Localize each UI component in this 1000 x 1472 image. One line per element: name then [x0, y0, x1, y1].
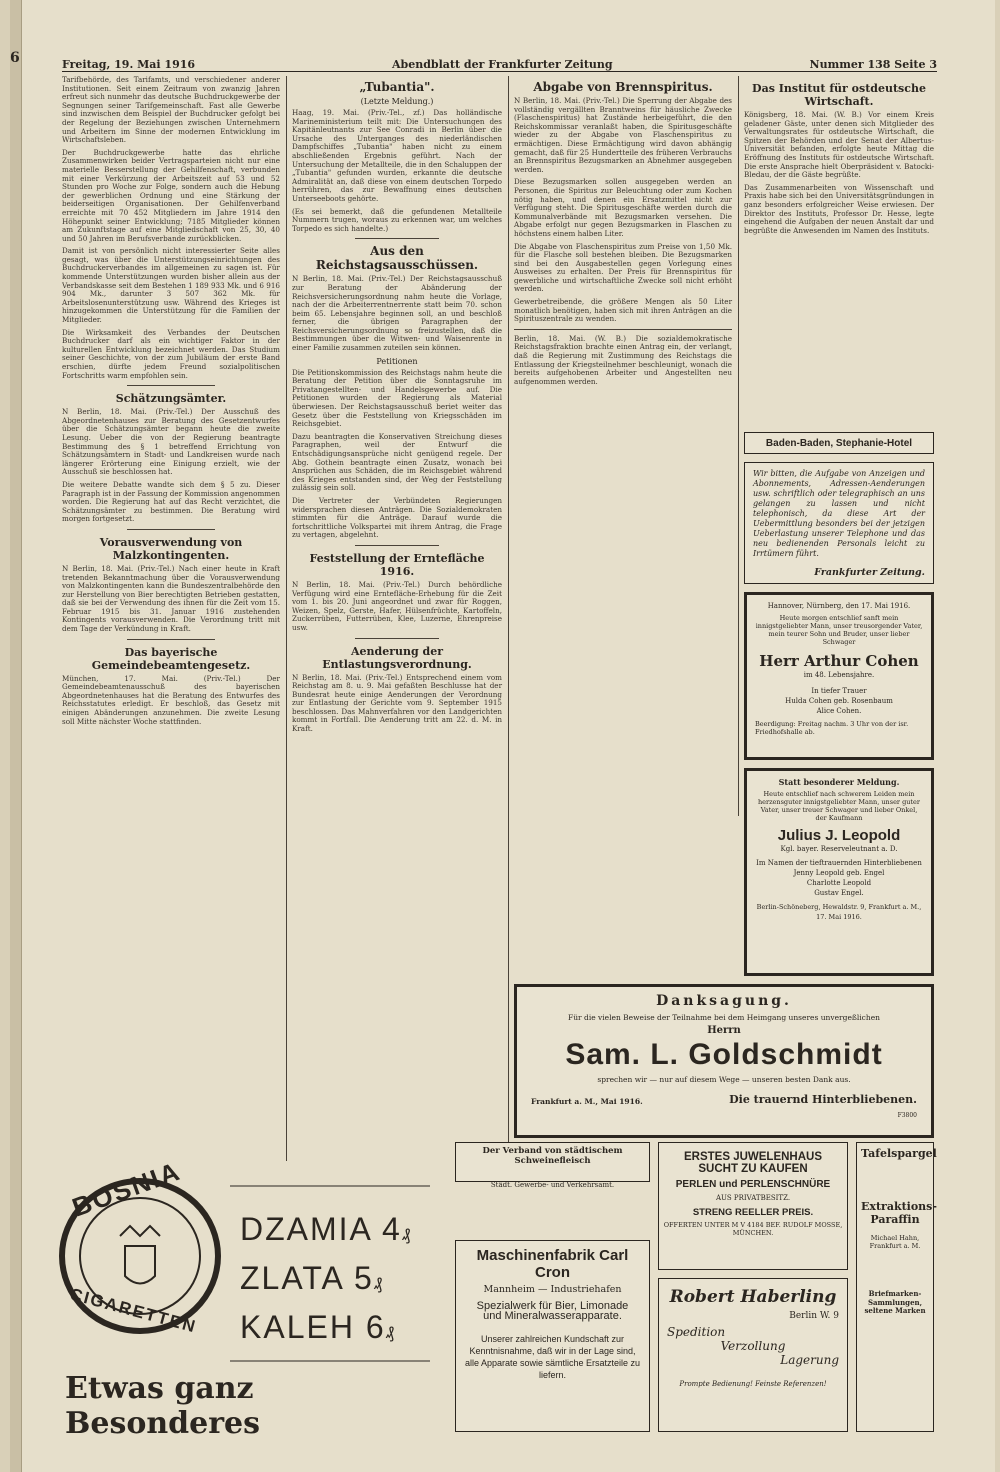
column-3 [514, 76, 732, 816]
article-text: Die Vertreter der Verbündeten Regierungen widersprachen diesen Anträgen. Die Sozialdemokraten stimmten für die Anträge. Darauf wurde die fortschrittliche Volkspartei mit ihrem Antrag, die Frage zu vertagen, abgelehnt. [292, 495, 502, 540]
bosnia-brand-sub: CIGARETTEN [67, 1284, 199, 1337]
cohen-funeral: Beerdigung: Freitag nachm. 3 Uhr von der isr. Friedhofshalle ab. [755, 720, 909, 736]
schwein-line1: Der Verband von städtischem Schweinefleisch [482, 1146, 623, 1166]
cron-city: Mannheim — Industriehafen [483, 1284, 622, 1295]
article-text: (Es sei bemerkt, daß die gefundenen Metallteile Nummern trugen, woraus zu erkennen war, um welches Torpedo es sich handelte.) [292, 206, 502, 233]
bosnia-slogan: Etwas ganz Besonderes [65, 1371, 260, 1441]
headline-entlastung: Aenderung der Entlastungsverordnung. [322, 644, 472, 671]
cohen-fam2: Alice Cohen. [816, 707, 862, 715]
article-text: Berlin, 18. Mai. (W. B.) Die sozialdemokratische Reichstagsfraktion brachte einen Antrag ein, der verlangt, daß die Regierung mit Zustimmung des Reichstags die Entlassung der Kriegsteilnehmer beschleunigt, wonach die bereits aufgehobenen Arbeiter und Angestellten neu aufgenommen werden. [514, 333, 732, 386]
newspaper-page [10, 0, 995, 1472]
article-text: N Berlin, 18. Mai. (Priv.-Tel.) Der Reichstagsausschuß zur Beratung der Abänderung der Reichsversicherungsordnung nahm heute die Vorlage, nach der die Arbeiterrentnerrente statt beim 70. schon beim 65. Lebensjahre beginnen soll, an und beschloß ferner, die übrigen Paragraphen der Reichsversicherungsordnung so freizustellen, daß die Bestimmungen über die Witwen- und Waisenrente in einer Familie zusammen zuteilen sein können. [292, 274, 502, 353]
ad-baden-text: Baden-Baden, Stephanie-Hotel [765, 437, 913, 449]
dank-name: Sam. L. Goldschmidt [565, 1038, 883, 1071]
headline-reichstag: Aus den Reichstagsausschüssen. [315, 244, 479, 273]
leopold-fam3: Gustav Engel. [814, 889, 864, 897]
cohen-age: im 48. Lebensjahre. [803, 671, 875, 679]
juwel-l3: PERLEN und PERLENSCHNÜRE [675, 1179, 831, 1190]
article-text: Haag, 19. Mai. (Priv.-Tel., zf.) Das holländische Marineministerium teilt mit: Die Untersuchungen des Kapitänleutnants zur See Conradi in Berlin über die Ursache des Unterganges des niederländischen Dampfschiffes „Tubantia" haben nicht zu einem abschließenden Ergebnis geführt. Nach der Untersuchung der Metallteile, die in den Schaluppen der „Tubantia" gefunden wurden, erkannte die deutsche Admiralität an, daß diese von einem deutschen Torpedo herrühren, das zur Bewaffnung eines deutschen Unterseeboots gehörte. [292, 108, 502, 203]
article-text: München, 17. Mai. (Priv.-Tel.) Der Gemeindebeamtenausschuß des bayerischen Abgeordnetenhauses hat die Beratung des Entwurfes des Reichsstatutes erledigt. Er beschloß, das Gesetz mit einigen Abänderungen anzunehmen. Die zweite Lesung soll Mitte nächster Woche stattfinden. [62, 673, 280, 726]
dank-herrn: Herrn [707, 1025, 741, 1036]
headline-schaetzungsaemter: Schätzungsämter. [115, 392, 227, 406]
article-text: Die Wirksamkeit des Verbandes der Deutschen Buchdrucker darf als ein wichtiger Faktor in der kulturellen Entwicklung bezeichnet werden. Das Studium seiner Geschichte, von der zum Jubiläum der erste Band erschien, dürfte jedem Freund sozialpolitischen Fortschritts warm empfohlen sein. [62, 327, 280, 380]
bosnia-products [240, 1208, 412, 1355]
obituary-cohen [744, 592, 934, 760]
article-text: N Berlin, 18. Mai. (Priv.-Tel.) Nach einer heute in Kraft tretenden Bekanntmachung über die Vorausverwendung von Malzkontingenten kann die Bundeszentralbehörde den zur Herstellung von Bier berechtigten Betrieben gestatten, daß sie bei der Verwendung des ihnen für die Zeit vom 15. Februar 1915 bis 31. Januar 1916 zustehenden Kontingents vorausverwenden. Die Verordnung tritt mit dem Tage der Verkündung in Kraft. [62, 563, 280, 634]
leopold-rank: Kgl. bayer. Reserveleutnant a. D. [780, 845, 898, 853]
haberling-s3: Lagerung [780, 1353, 839, 1367]
cron-note: Unserer zahlreichen Kundschaft zur Kenntnisnahme, daß wir in der Lage sind, alle Apparate sowie sämtliche Ersatzteile zu liefern. [464, 1334, 641, 1380]
bosnia-unit: ₰ [401, 1227, 413, 1244]
cohen-place: Hannover, Nürnberg, den 17. Mai 1916. [767, 602, 911, 610]
article-text: Die Abgabe von Flaschenspiritus zum Preise von 1,50 Mk. für die Flasche soll bestehen bleiben. Die Bezugsmarken sind bei den Ausgabestellen gegen Vorlegung eines Ausweises zu erhalten. Der Preis für Brennspiritus für gewerbliche und wirtschaftliche Zwecke soll nicht erhöht werden. [514, 241, 732, 294]
headline-malzkontingente: Vorausverwendung von Malzkontingenten. [99, 535, 243, 562]
headline-institut: Das Institut für ostdeutsche Wirtschaft. [752, 82, 926, 108]
article-text: N Berlin, 18. Mai. (Priv.-Tel.) Entsprechend einem vom Reichstag am 8. u. 9. Mai gefaßten Beschlusse hat der Bundesrat heute einige Aenderungen der Verordnung zur Entlastung der Gerichte vom 9. September 1915 beschlossen. Das Mahnverfahren vor den Landgerichten kommt in Fortfall. Die Aenderung tritt am 22. d. M. in Kraft. [292, 672, 502, 734]
headline-tubantia: „Tubantia". [359, 80, 435, 94]
dank-sign: Die trauernd Hinterbliebenen. [729, 1093, 917, 1106]
ad-tafelspargel [856, 1142, 937, 1432]
article-text: Der Buchdruckgewerbe hatte das ehrliche Zusammenwirken beider Vertragsparteien nicht nur eine materielle Besserstellung der Gehilfenschaft, verbunden mit einer Verkürzung der Arbeitszeit auf 53 und 52 Stunden pro Woche zur Folge, sondern auch die Hebung der gewerblichen Ordnung und eine Stärkung der beiderseitigen Organisationen. Der Gehilfenverband erreichte mit 70 452 Mitgliedern im Jahre 1914 den Höhepunkt seiner Entwicklung; 7185 Mitglieder können am Zukunftstage auf eine Mitgliedschaft von 25, 30, 40 und 50 Jahren im Berufsverbande zurückblicken. [62, 147, 280, 243]
bosnia-unit: ₰ [373, 1276, 385, 1293]
bosnia-p3: KALEH 6 [240, 1309, 386, 1345]
article-text: Gewerbetreibende, die größere Mengen als 50 Liter monatlich benötigen, haben sich mit ihren Anträgen an die Spirituszentrale zu wenden. [514, 297, 732, 324]
article-text: N Berlin, 18. Mai. (Priv.-Tel.) Durch behördliche Verfügung wird eine Erntefläche-Erhebung für die Zeit vom 1. bis 20. Juni angeordnet und zwar für Roggen, Weizen, Spelz, Gerste, Hafer, Hülsenfrüchte, Kartoffeln, Zuckerrüben, Futterrüben, Klee, Luzerne, Ehrenpreise usw. [292, 579, 502, 632]
cohen-name: Herr Arthur Cohen [759, 652, 919, 670]
spargel-title: Tafelspargel [861, 1147, 937, 1160]
article-text: N Berlin, 18. Mai. (Priv.-Tel.) Die Sperrung der Abgabe des vollständig vergällten Branntweins für häusliche Zwecke (Flaschenspiritus) hat Zustände herbeigeführt, die den Reichskommissar veranlaßt haben, die Spiritusgeschäfte wieder zu der Abgabe von Flaschenspiritus zu ermächtigen. Diese Ermächtigung wird davon abhängig gemacht, daß für 25 Hundertteile des früheren Verbrauchs an Brennspiritus Bezugsmarken an Abnehmer ausgegeben werden. [514, 96, 732, 174]
header-paper: Abendblatt der Frankfurter Zeitung [392, 58, 613, 71]
article-text: Dazu beantragten die Konservativen Streichung dieses Paragraphen, weil der Entwurf die Entschädigungsansprüche nicht genügend regele. Der Abg. Gothein beantragte einen Zusatz, wonach bei Ansprüchen aus Schäden, die im Reichsgebiet während des Krieges entstanden sind, der Weg der Feststellung zulässig sein soll. [292, 431, 502, 493]
spargel-firm: Michael Hahn, Frankfurt a. M. [869, 1234, 921, 1250]
column-1 [62, 76, 280, 1161]
bosnia-p1: DZAMIA 4 [240, 1211, 402, 1247]
header-date: Freitag, 19. Mai 1916 [62, 58, 196, 71]
subheadline: (Letzte Meldung.) [360, 97, 434, 106]
haberling-s2: Verzollung [720, 1339, 786, 1353]
ad-haberling [658, 1278, 848, 1432]
ad-carl-cron [455, 1240, 650, 1432]
haberling-city: Berlin W. 9 [789, 1311, 839, 1321]
ad-baden-baden [744, 432, 934, 454]
article-text: Die Petitionskommission des Reichstags nahm heute die Beratung der Petition über die Sonntagsruhe im Privatangestellten- und Handelsgewerbe auf. Die Petitionen wurden der Regierung als Material überwiesen. Der Reichstagsausschuß beriet weiter das Gesetz über die Feststellung von Kriegsschäden im Reichsgebiet. [292, 367, 502, 429]
juwel-l2: SUCHT ZU KAUFEN [698, 1163, 808, 1175]
ad-bosnia [50, 1155, 445, 1441]
column-2 [292, 76, 502, 1161]
juwel-l5: STRENG REELLER PREIS. [692, 1207, 814, 1218]
adjacent-page-edge [10, 0, 22, 1472]
ad-danksagung [514, 984, 934, 1138]
cron-title: Maschinenfabrik Carl Cron [476, 1247, 629, 1281]
juwel-l6: OFFERTEN UNTER M V 4184 BEF. RUDOLF MOSSE, MÜNCHEN. [663, 1221, 843, 1237]
cron-spec2: und Mineralwasserapparate. [483, 1310, 622, 1322]
juwel-l4: AUS PRIVATBESITZ. [715, 1194, 791, 1202]
bosnia-p2: ZLATA 5 [240, 1260, 374, 1296]
article-text: Das Zusammenarbeiten von Wissenschaft und Praxis habe sich bei den Universitätsgründungen in ganz besonders erfolgreicher Weise erwiesen. Der Direktor des Instituts, Professor Dr. Hesse, legte eingehend die Aufgaben der neuen Anstalt dar und begrüßte die Anwesenden im Namen des Instituts. [744, 182, 934, 235]
haberling-name: Robert Haberling [669, 1287, 837, 1307]
article-text: N Berlin, 18. Mai. (Priv.-Tel.) Der Ausschuß des Abgeordnetenhauses zur Beratung des Gesetzentwurfes über die Schätzungsämter begann heute die zweite Lesung. Ueber die von der Regierung beantragte Bestimmung des § 1 betreffend Errichtung von Schätzungsämtern in Stadt- und Landkreisen wurde nach längerer Erörterung eine Einigung erzielt, wie der Ausschuß sie beschlossen hat. [62, 407, 280, 477]
column-4 [744, 76, 934, 421]
leopold-fam2: Charlotte Leopold [806, 879, 872, 887]
spargel-t3: Briefmarken-Sammlungen, seltene Marken [864, 1289, 926, 1315]
header-number: Nummer 138 Seite 3 [809, 58, 937, 71]
obituary-leopold [744, 768, 934, 976]
dank-code: F3800 [897, 1112, 917, 1119]
notice-sign: Frankfurter Zeitung. [814, 567, 925, 578]
dank-place: Frankfurt a. M., Mai 1916. [531, 1097, 643, 1106]
headline-brennspiritus: Abgabe von Brennspiritus. [533, 80, 713, 94]
ad-notice [744, 462, 934, 584]
article-text: Die weitere Debatte wandte sich dem § 5 zu. Dieser Paragraph ist in der Fassung der Kommission angenommen worden. Die Regierung hat auf das Recht verzichtet, die Schätzungsämter zu bestimmen. Die Beratung wird morgen fortgesetzt. [62, 479, 280, 524]
dank-title: Danksagung. [656, 993, 792, 1009]
article-text: Königsberg, 18. Mai. (W. B.) Vor einem Kreis geladener Gäste, unter denen sich Mitglieder des Verwaltungsrates für ostdeutsche Wirtschaft, die Spitzen der Behörden und der Senat der Albertus-Universität befanden, erfolgte heute Mittag die Eröffnung des Instituts für ostdeutsche Wirtschaft. Die erste Ansprache hielt Oberpräsident v. Batocki-Bledau, der die Gäste begrüßte. [744, 110, 934, 180]
ad-juwelenhaus [658, 1142, 848, 1270]
article-text: Tarifbehörde, des Tarifamts, und verschiedener anderer Institutionen. Seit einem Zeitraum von zwanzig Jahren erfreut sich nunmehr das deutsche Buchdruckgewerbe der Segnungen seiner Tarifgemeinschaft. Fast alle Gewerbe sind inzwischen dem Beispiel der Buchdrucker gefolgt bei der Regelung der Beziehungen zwischen Unternehmern und Arbeitern im Sinne der modernen Entwicklung im Wirtschaftsleben. [62, 75, 280, 145]
leopold-top: Statt besonderer Meldung. [778, 777, 900, 787]
haberling-foot: Prompte Bedienung! Feinste Referenzen! [679, 1380, 827, 1388]
leopold-line1: Heute entschlief nach schwerem Leiden mein herzensguter innigstgeliebter Mann, unser guter Vater, unser treuer Schwager und lieber Onkel, der Kaufmann [757, 790, 921, 822]
headline-erntefläche: Feststellung der Erntefläche 1916. [309, 551, 485, 578]
dank-line2: sprechen wir — nur auf diesem Wege — unseren besten Dank aus. [597, 1075, 851, 1084]
schwein-line2: Städt. Gewerbe- und Verkehrsamt. [490, 1181, 615, 1189]
dank-line1: Für die vielen Beweise der Teilnahme bei dem Heimgang unseres unvergeßlichen [568, 1013, 880, 1022]
juwel-l1: ERSTES JUWELENHAUS [683, 1151, 823, 1163]
leopold-place: Berlin-Schöneberg, Hewaldstr. 9, Frankfurt a. M., 17. Mai 1916. [756, 903, 922, 921]
adjacent-page-number: 6 [10, 50, 20, 66]
cron-spec1: Spezialwerk für Bier, Limonade [476, 1300, 629, 1312]
cohen-line1: Heute morgen entschlief sanft mein innigstgeliebter Mann, unser treusorgender Vater, mein teurer Sohn und Bruder, unser lieber Schwager [755, 614, 923, 646]
bosnia-brand: BOSNIA [68, 1155, 185, 1223]
ad-schweinefleisch [455, 1142, 650, 1189]
headline-gemeindebeamtengesetz: Das bayerische Gemeindebeamtengesetz. [91, 645, 251, 672]
cohen-mourning: In tiefer Trauer [811, 687, 867, 695]
page-header [62, 58, 937, 72]
article-text: Damit ist von persönlich nicht interessierter Seite alles gesagt, was über die Unterstützungseinrichtungen des Buchdruckerverbandes im allgemeinen zu sagen ist. Für kommende Unterstützungen wurden bisher allein aus der Verbandskasse seit dem Bestehen 1 189 933 Mk. und 6 916 904 Mk., darunter 3 507 362 Mk. für Arbeitslosenunterstützung usw. Während des Krieges ist hinzugekommen die Unterstützung für die Familien der Mitglieder. [62, 246, 280, 325]
leopold-fam1: Jenny Leopold geb. Engel [793, 869, 885, 877]
leopold-intro: Im Namen der tieftrauernden Hinterbliebenen [756, 859, 922, 867]
subheadline: Petitionen [376, 356, 418, 366]
notice-text: Wir bitten, die Aufgabe von Anzeigen und Abonnements, Adressen-Aenderungen usw. schriftlich oder telegraphisch an uns gelangen zu lassen und nicht telephonisch, da diese Art der Uebermittlung besonders bei der jetzigen Ueberlastung unserer Telephone und das neu bedienenden Personals leicht zu Irrtümern führt. [753, 469, 925, 558]
cohen-fam1: Hulda Cohen geb. Rosenbaum [785, 697, 893, 705]
bosnia-unit: ₰ [385, 1325, 396, 1342]
article-text: Diese Bezugsmarken sollen ausgegeben werden an Personen, die Spiritus zur Beleuchtung oder zum Kochen nötig haben, und denen ein Ersatzmittel nicht zur Verfügung steht. Die Spiritusgeschäfte werden durch die Kommunalverbände mit Bezugsmarken versehen. Die Abgabe erfolgt nur gegen Bezugsmarken in Flaschen zu höchstens einem halben Liter. [514, 177, 732, 238]
haberling-s1: Spedition [667, 1325, 726, 1339]
spargel-t2: Extraktions-Paraffin [861, 1200, 937, 1226]
leopold-name: Julius J. Leopold [777, 827, 901, 844]
